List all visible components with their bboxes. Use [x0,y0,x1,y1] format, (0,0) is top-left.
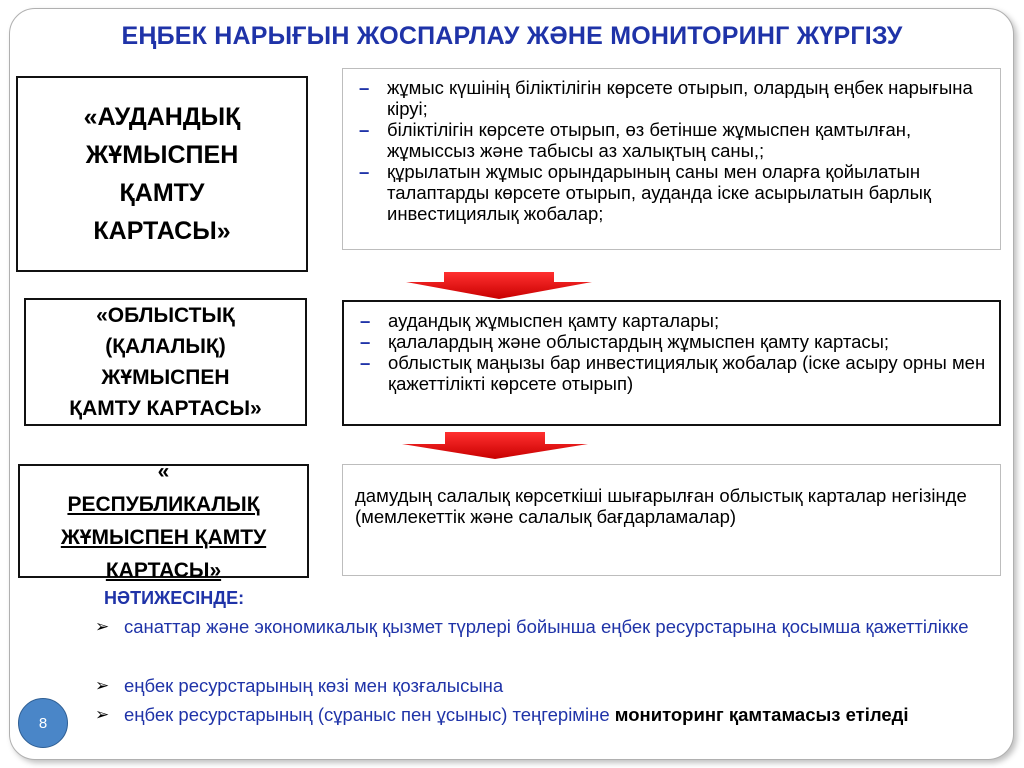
result-heading: НӘТИЖЕСІНДЕ: [104,588,245,608]
list-item: – біліктілігін көрсете отырып, өз бетінше жұмыспен қамтылған, жұмыссыз және табысы аз халықтың саны,; [359,119,912,161]
list-item: – аудандық жұмыспен қамту карталары; [360,310,720,331]
box-line: ЖҰМЫСПЕН [101,366,230,389]
list-item: – қалалардың және облыстардың жұмыспен қамту картасы; [360,331,890,352]
list-item: – облыстық маңызы бар инвестициялық жобалар (іске асыру орны мен қажеттілікті көрсете отырып) [360,352,986,394]
district-details-box [342,68,1001,250]
down-arrow-icon [400,432,590,460]
dash-icon: – [359,119,370,140]
dash-icon: – [360,331,371,352]
box-line: ЖҰМЫСПЕН [85,141,239,169]
result-item: ➢ еңбек ресурстарының (сұраныс пен ұсыныс) теңгеріміне мониторинг қамтамасыз етіледі [104,700,992,729]
chevron-right-icon: ➢ [95,676,110,695]
dash-icon: – [360,352,371,373]
chevron-right-icon: ➢ [95,705,110,724]
box-line: ҚАМТУ КАРТАСЫ» [69,397,262,420]
republican-details-box [342,464,1001,576]
bold-phrase: мониторинг қамтамасыз етіледі [614,704,909,725]
result-item: ➢ еңбек ресурстарының көзі мен қозғалысына [104,671,992,700]
page-number-badge: 8 [18,698,68,748]
box-line: КАРТАСЫ» [105,559,222,582]
regional-map-box [24,298,307,426]
republican-map-box [18,460,309,582]
box-line: ЖҰМЫСПЕН ҚАМТУ [60,526,267,549]
regional-details-box [342,300,1001,426]
box-line: КАРТАСЫ» [93,217,231,245]
box-line: ҚАМТУ [119,179,205,207]
down-arrow-icon [404,272,594,300]
quote-open: « [157,460,170,483]
box-line-underlined: РЕСПУБЛИКАЛЫҚ [67,493,260,516]
chevron-right-icon: ➢ [95,617,110,636]
box-line [61,455,266,521]
slide-title: ЕҢБЕК НАРЫҒЫН ЖОСПАРЛАУ ЖӘНЕ МОНИТОРИНГ ЖҮРГІЗУ [121,22,903,50]
dash-icon: – [360,310,371,331]
box-line: «ОБЛЫСТЫҚ [96,304,235,327]
list-item: – құрылатын жұмыс орындарының саны мен оларға қойылатын талаптарды көрсете отырып, ауданда іске асырылатын барлық инвестициялық жобалар; [359,161,931,224]
box-line: (ҚАЛАЛЫҚ) [105,335,226,358]
district-map-box [16,76,308,272]
dash-icon: – [359,161,370,182]
dash-icon: – [359,77,370,98]
result-item: ➢ санаттар және экономикалық қызмет түрлері бойынша еңбек ресурстарына қосымша қажеттілікке [104,612,992,641]
box-line: «АУДАНДЫҚ [83,103,241,131]
list-item: – жұмыс күшінің біліктілігін көрсете отырып, олардың еңбек нарығына кіруі; [359,77,973,119]
details-text: дамудың салалық көрсеткіші шығарылған облыстық карталар негізінде (мемлекеттік және салалық бағдарламалар) [355,485,967,527]
